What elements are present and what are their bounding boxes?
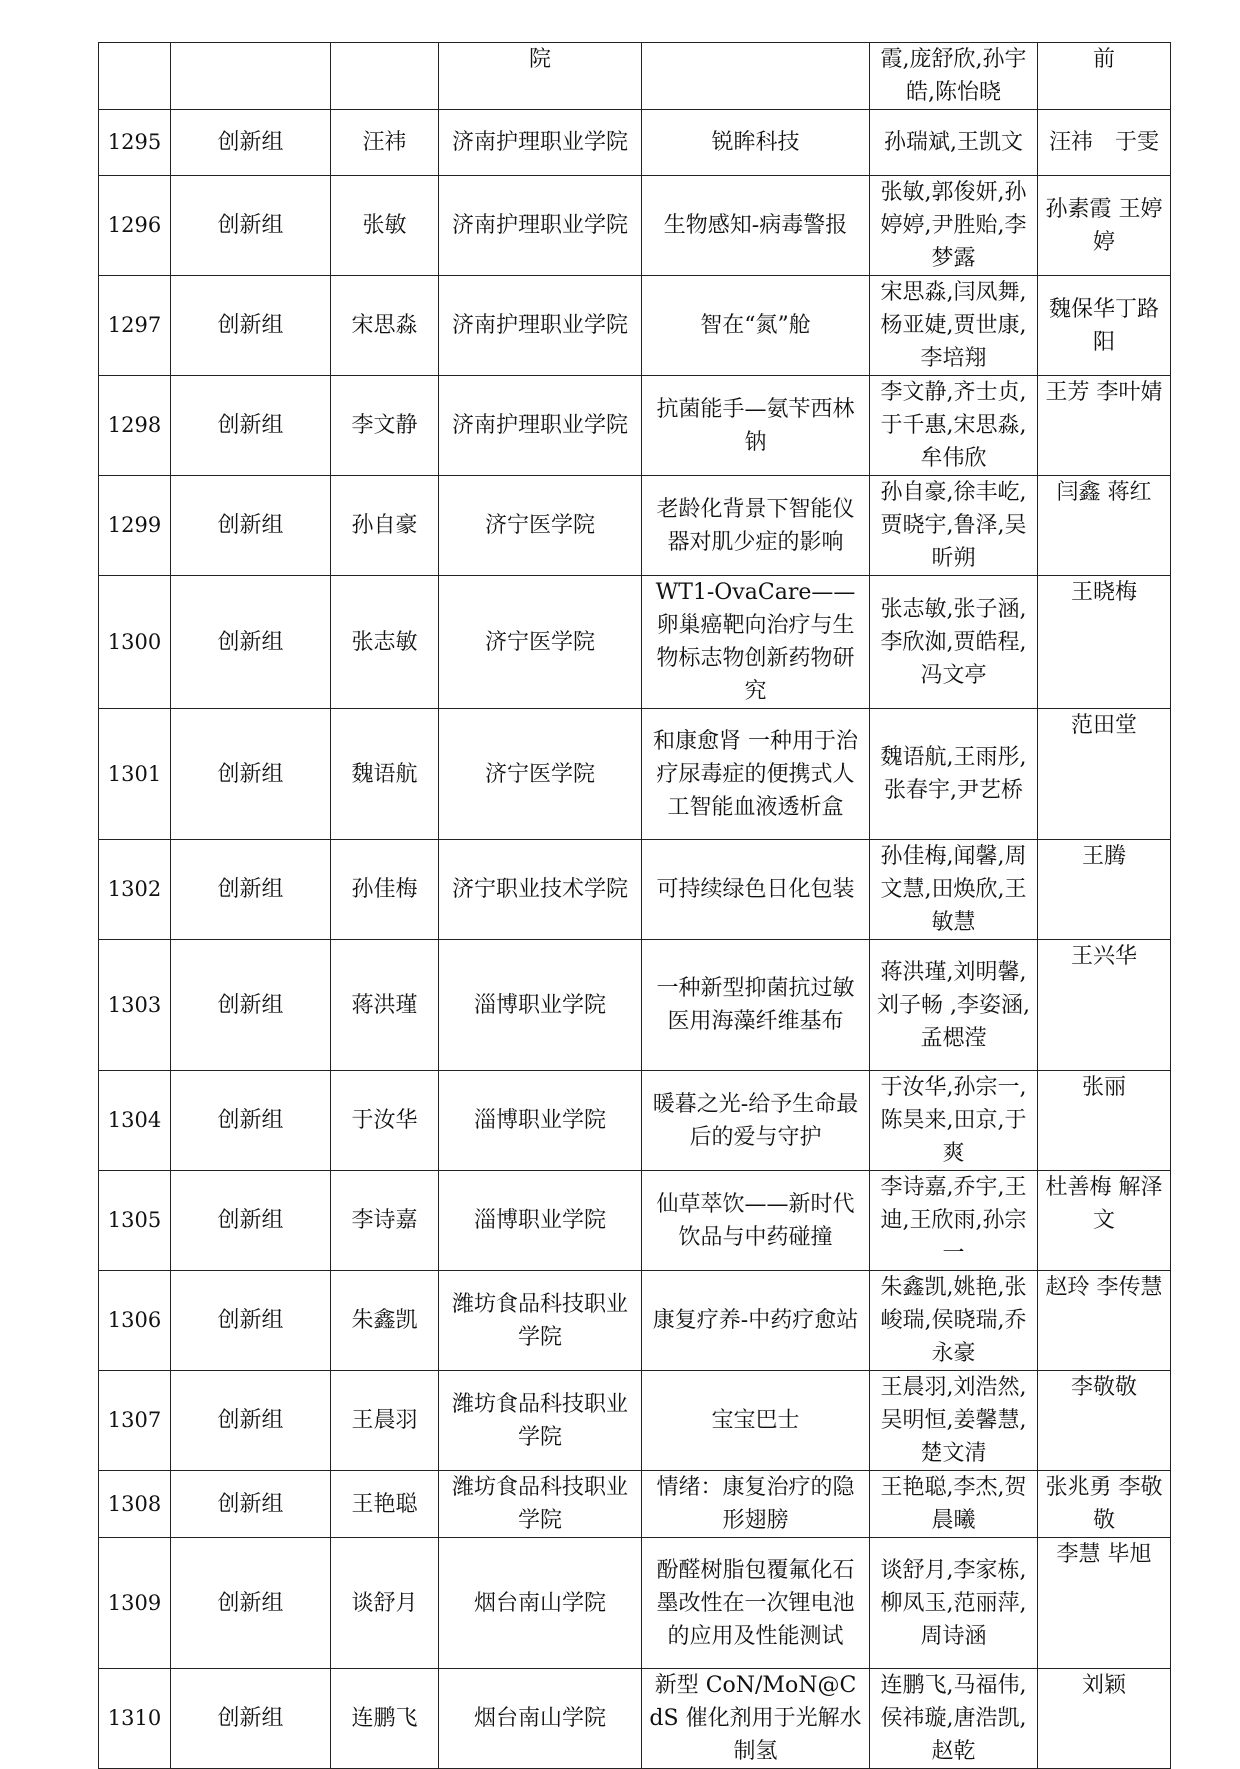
- table-row: [99, 1271, 1171, 1371]
- cell-leader: 王艳聪: [331, 1471, 439, 1538]
- cell-leader: 魏语航: [331, 709, 439, 840]
- table-row: [99, 709, 1171, 840]
- cell-leader: 蒋洪瑾: [331, 940, 439, 1071]
- table-row: [99, 1669, 1171, 1769]
- cell-project: 抗菌能手—氨苄西林钠: [642, 376, 870, 476]
- cell-school: 淄博职业学院: [439, 1071, 642, 1171]
- cell-school: 济南护理职业学院: [439, 110, 642, 176]
- cell-advisor: 刘颖: [1038, 1669, 1171, 1769]
- cell-members: 张敏,郭俊妍,孙婷婷,尹胜贻,李梦露: [870, 176, 1038, 276]
- cell-members: 王艳聪,李杰,贺晨曦: [870, 1471, 1038, 1538]
- cell-id: 1310: [99, 1669, 171, 1769]
- cell-project: 康复疗养-中药疗愈站: [642, 1271, 870, 1371]
- table-row: [99, 1538, 1171, 1669]
- cell-project: 可持续绿色日化包装: [642, 840, 870, 940]
- cell-leader: 孙自豪: [331, 476, 439, 576]
- cell-advisor: 王腾: [1038, 840, 1171, 940]
- cell-group: 创新组: [171, 940, 331, 1071]
- cell-members: 蒋洪瑾,刘明馨,刘子畅 ,李姿涵,孟楒滢: [870, 940, 1038, 1071]
- cell-advisor: 王晓梅: [1038, 576, 1171, 709]
- cell-leader: 张敏: [331, 176, 439, 276]
- award-list-table: [98, 42, 1171, 1769]
- cell-leader: 孙佳梅: [331, 840, 439, 940]
- cell-members: 王晨羽,刘浩然,吴明恒,姜馨慧,楚文清: [870, 1371, 1038, 1471]
- cell-members: 孙瑞斌,王凯文: [870, 110, 1038, 176]
- table-row: [99, 1471, 1171, 1538]
- cell-leader: 连鹏飞: [331, 1669, 439, 1769]
- cell-school: 潍坊食品科技职业学院: [439, 1371, 642, 1471]
- cell-group: 创新组: [171, 1538, 331, 1669]
- cell-school: 济宁医学院: [439, 576, 642, 709]
- cell-school: 潍坊食品科技职业学院: [439, 1471, 642, 1538]
- cell-members: 张志敏,张子涵,李欣洳,贾皓程,冯文亭: [870, 576, 1038, 709]
- table-row: [99, 576, 1171, 709]
- cell-school: 淄博职业学院: [439, 1171, 642, 1271]
- cell-project: 暖暮之光-给予生命最后的爱与守护: [642, 1071, 870, 1171]
- table-row: [99, 476, 1171, 576]
- table-row: [99, 840, 1171, 940]
- table-row: [99, 1071, 1171, 1171]
- cell-project: 生物感知-病毒警报: [642, 176, 870, 276]
- cell-advisor: 王兴华: [1038, 940, 1171, 1071]
- cell-id: 1309: [99, 1538, 171, 1669]
- cell-id: 1302: [99, 840, 171, 940]
- cell-leader: 于汝华: [331, 1071, 439, 1171]
- table-row: [99, 940, 1171, 1071]
- cell-members: 孙自豪,徐丰屹,贾晓宇,鲁泽,吴昕朔: [870, 476, 1038, 576]
- cell-id: 1301: [99, 709, 171, 840]
- cell-project: 和康愈肾 一种用于治疗尿毒症的便携式人工智能血液透析盒: [642, 709, 870, 840]
- cell-advisor: 汪祎 于雯: [1038, 110, 1171, 176]
- cell-members: 宋思淼,闫凤舞,杨亚婕,贾世康,李培翔: [870, 276, 1038, 376]
- cell-group: 创新组: [171, 176, 331, 276]
- cell-id: 1298: [99, 376, 171, 476]
- cell-advisor: 杜善梅 解泽文: [1038, 1171, 1171, 1271]
- cell-school: 济南护理职业学院: [439, 176, 642, 276]
- cell-group: 创新组: [171, 376, 331, 476]
- cell-advisor: 魏保华丁路阳: [1038, 276, 1171, 376]
- cell-id: 1304: [99, 1071, 171, 1171]
- cell-school: 淄博职业学院: [439, 940, 642, 1071]
- cell-advisor: 范田堂: [1038, 709, 1171, 840]
- cell-project: 酚醛树脂包覆氟化石墨改性在一次锂电池的应用及性能测试: [642, 1538, 870, 1669]
- cell-school: 烟台南山学院: [439, 1669, 642, 1769]
- cell-school: 烟台南山学院: [439, 1538, 642, 1669]
- cell-project: [642, 43, 870, 110]
- cell-id: 1305: [99, 1171, 171, 1271]
- cell-id: 1306: [99, 1271, 171, 1371]
- cell-id: 1299: [99, 476, 171, 576]
- cell-members: 孙佳梅,闻馨,周文慧,田焕欣,王敏慧: [870, 840, 1038, 940]
- cell-leader: 王晨羽: [331, 1371, 439, 1471]
- cell-leader: 李诗嘉: [331, 1171, 439, 1271]
- cell-school: 院: [439, 43, 642, 110]
- cell-advisor: 前: [1038, 43, 1171, 110]
- cell-members: 魏语航,王雨彤,张春宇,尹艺桥: [870, 709, 1038, 840]
- cell-group: 创新组: [171, 576, 331, 709]
- cell-id: [99, 43, 171, 110]
- cell-school: 潍坊食品科技职业学院: [439, 1271, 642, 1371]
- cell-group: 创新组: [171, 840, 331, 940]
- cell-group: 创新组: [171, 276, 331, 376]
- cell-group: 创新组: [171, 1669, 331, 1769]
- cell-project: 新型 CoN/MoN@CdS 催化剂用于光解水制氢: [642, 1669, 870, 1769]
- table-row: [99, 110, 1171, 176]
- cell-advisor: 张兆勇 李敬敬: [1038, 1471, 1171, 1538]
- cell-leader: 李文静: [331, 376, 439, 476]
- cell-project: 老龄化背景下智能仪器对肌少症的影响: [642, 476, 870, 576]
- cell-school: 济宁医学院: [439, 709, 642, 840]
- cell-group: 创新组: [171, 1271, 331, 1371]
- table-row: [99, 376, 1171, 476]
- table-row: [99, 1371, 1171, 1471]
- cell-project: WT1-OvaCare——卵巢癌靶向治疗与生物标志物创新药物研究: [642, 576, 870, 709]
- cell-advisor: 闫鑫 蒋红: [1038, 476, 1171, 576]
- cell-school: 济南护理职业学院: [439, 376, 642, 476]
- cell-project: 一种新型抑菌抗过敏医用海藻纤维基布: [642, 940, 870, 1071]
- cell-id: 1295: [99, 110, 171, 176]
- table-row: [99, 176, 1171, 276]
- cell-leader: 汪祎: [331, 110, 439, 176]
- cell-id: 1296: [99, 176, 171, 276]
- cell-advisor: 李敬敬: [1038, 1371, 1171, 1471]
- cell-advisor: 李慧 毕旭: [1038, 1538, 1171, 1669]
- cell-members: 霞,庞舒欣,孙宇皓,陈怡晓: [870, 43, 1038, 110]
- table-row: [99, 276, 1171, 376]
- cell-members: 连鹏飞,马福伟,侯祎璇,唐浩凯,赵乾: [870, 1669, 1038, 1769]
- cell-group: 创新组: [171, 476, 331, 576]
- cell-school: 济南护理职业学院: [439, 276, 642, 376]
- cell-group: 创新组: [171, 1071, 331, 1171]
- cell-leader: 谈舒月: [331, 1538, 439, 1669]
- cell-group: 创新组: [171, 709, 331, 840]
- cell-project: 仙草萃饮——新时代饮品与中药碰撞: [642, 1171, 870, 1271]
- cell-group: 创新组: [171, 1371, 331, 1471]
- cell-id: 1297: [99, 276, 171, 376]
- cell-advisor: 孙素霞 王婷婷: [1038, 176, 1171, 276]
- cell-group: [171, 43, 331, 110]
- cell-id: 1307: [99, 1371, 171, 1471]
- cell-group: 创新组: [171, 1471, 331, 1538]
- cell-project: 情绪：康复治疗的隐形翅膀: [642, 1471, 870, 1538]
- cell-leader: 朱鑫凯: [331, 1271, 439, 1371]
- cell-id: 1300: [99, 576, 171, 709]
- cell-leader: [331, 43, 439, 110]
- cell-leader: 张志敏: [331, 576, 439, 709]
- cell-leader: 宋思淼: [331, 276, 439, 376]
- cell-advisor: 赵玲 李传慧: [1038, 1271, 1171, 1371]
- cell-advisor: 王芳 李叶婧: [1038, 376, 1171, 476]
- cell-school: 济宁医学院: [439, 476, 642, 576]
- cell-school: 济宁职业技术学院: [439, 840, 642, 940]
- cell-group: 创新组: [171, 1171, 331, 1271]
- cell-project: 智在“氮”舱: [642, 276, 870, 376]
- cell-project: 锐眸科技: [642, 110, 870, 176]
- cell-id: 1303: [99, 940, 171, 1071]
- cell-members: 李诗嘉,乔宇,王迪,王欣雨,孙宗一: [870, 1171, 1038, 1271]
- cell-members: 朱鑫凯,姚艳,张峻瑞,侯晓瑞,乔永豪: [870, 1271, 1038, 1371]
- cell-members: 于汝华,孙宗一,陈昊来,田京,于爽: [870, 1071, 1038, 1171]
- cell-members: 李文静,齐士贞,于千惠,宋思淼,牟伟欣: [870, 376, 1038, 476]
- table-row-continued: [99, 43, 1171, 110]
- cell-group: 创新组: [171, 110, 331, 176]
- cell-project: 宝宝巴士: [642, 1371, 870, 1471]
- cell-advisor: 张丽: [1038, 1071, 1171, 1171]
- cell-id: 1308: [99, 1471, 171, 1538]
- table-row: [99, 1171, 1171, 1271]
- cell-members: 谈舒月,李家栋,柳凤玉,范丽萍,周诗涵: [870, 1538, 1038, 1669]
